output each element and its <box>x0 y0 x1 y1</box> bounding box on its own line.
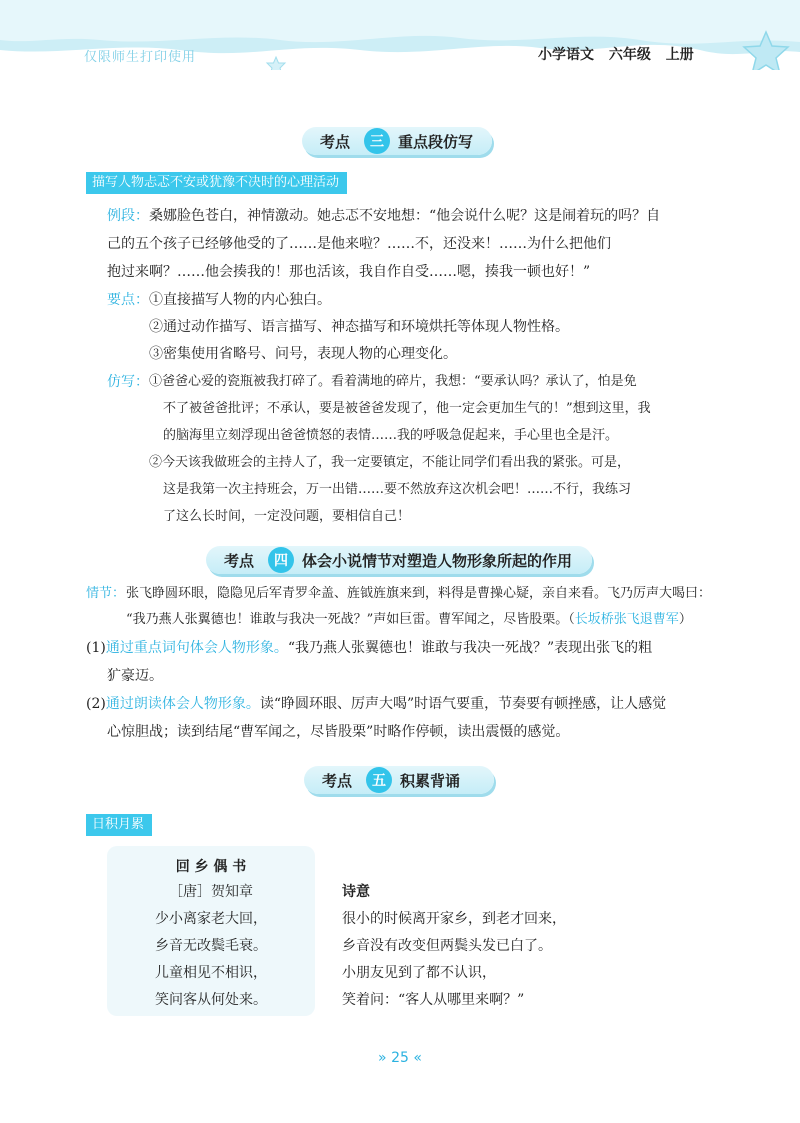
section-4-heading <box>206 546 592 574</box>
accumulation-bar: 日积月累 <box>86 814 152 836</box>
meaning-line-1: 很小的时候离开家乡，到老才回来， <box>342 911 566 927</box>
point-2: ②通过动作描写、语言描写、神态描写和环境烘托等体现人物性格。 <box>149 319 569 335</box>
section-5-heading <box>304 766 494 794</box>
item-1-method: 通过重点词句体会人物形象。 <box>105 640 288 656</box>
page-number: » 25 « <box>378 1050 422 1066</box>
kaodian-label: 考点 <box>224 551 255 570</box>
section-title: 积累背诵 <box>400 771 461 790</box>
small-star-icon <box>267 57 285 70</box>
plot-source: 长坂桥张飞退曹军 <box>574 612 679 627</box>
header-print-note: 仅限师生打印使用 <box>84 50 197 65</box>
item-2-method: 通过朗读体会人物形象。 <box>105 696 260 712</box>
imitate-label: 仿写： <box>107 374 149 390</box>
poem-line-4: 笑问客从何处来。 <box>155 992 267 1008</box>
meaning-line-3: 小朋友见到了都不认识， <box>342 965 496 981</box>
plot-line-1: 张飞睁圆环眼，隐隐见后军青罗伞盖、旌钺旌旗来到，料得是曹操心疑，亲自来看。飞乃厉声大喝曰： <box>126 586 712 601</box>
item-2-line-2: 心惊胆战；读到结尾“曹军闻之，尽皆股栗”时略作停顿，读出震慑的感觉。 <box>107 724 570 740</box>
right-arrow-icon: « <box>413 1050 422 1066</box>
imitate-line-2: 不了被爸爸批评；不承认，要是被爸爸发现了，他一定会更加生气的！”想到这里，我 <box>163 401 651 416</box>
meaning-line-4: 笑着问：“客人从哪里来啊？” <box>342 992 525 1008</box>
poem-title: 回 乡 偶 书 <box>175 859 247 875</box>
poem-line-1: 少小离家老大回， <box>155 911 267 927</box>
section-3-heading <box>302 127 492 155</box>
imitate-line-5: 这是我第一次主持班会，万一出错……要不然放弃这次机会吧！……不行，我练习 <box>163 482 632 497</box>
section-number: 四 <box>268 547 294 573</box>
item-1: (1)通过重点词句体会人物形象。“我乃燕人张翼德也！谁敢与我决一死战？”表现出张飞的粗 <box>86 640 653 656</box>
example-line-1: 桑娜脸色苍白，神情激动。她忐忑不安地想：“他会说什么呢？这是闹着玩的吗？自 <box>149 208 661 224</box>
meaning-title: 诗意 <box>342 884 370 900</box>
item-2: (2)通过朗读体会人物形象。读“睁圆环眼、厉声大喝”时语气要重，节奏要有顿挫感，让人感觉 <box>86 696 667 712</box>
plot-label: 情节： <box>86 586 126 601</box>
section-number: 三 <box>364 128 390 154</box>
poem-line-2: 乡音无改鬓毛衰。 <box>155 938 267 954</box>
section-number: 五 <box>366 767 392 793</box>
poem-line-3: 儿童相见不相识， <box>155 965 267 981</box>
item-1-line-2: 犷豪迈。 <box>107 668 163 684</box>
example-line-3: 抱过来啊？……他会揍我的！那也活该，我自作自受……嗯，揍我一顿也好！” <box>107 264 591 280</box>
point-3: ③密集使用省略号、问号，表现人物的心理变化。 <box>149 346 457 362</box>
section-title: 重点段仿写 <box>398 132 474 151</box>
header-course-info: 小学语文 六年级 上册 <box>538 47 694 63</box>
imitate-line-6: 了这么长时间，一定没问题，要相信自己！ <box>163 509 411 524</box>
section-title: 体会小说情节对塑造人物形象所起的作用 <box>302 551 573 570</box>
topic-bar: 描写人物忐忑不安或犹豫不决时的心理活动 <box>86 172 347 194</box>
poem-author: ［唐］贺知章 <box>169 884 253 900</box>
points-label: 要点： <box>107 292 149 308</box>
point-1: ①直接描写人物的内心独白。 <box>149 292 331 308</box>
meaning-line-2: 乡音没有改变但两鬓头发已白了。 <box>342 938 552 954</box>
example-line-2: 己的五个孩子已经够他受的了……是他来啦？……不，还没来！……为什么把他们 <box>107 236 611 252</box>
imitate-line-4: ②今天该我做班会的主持人了，我一定要镇定，不能让同学们看出我的紧张。可是， <box>149 455 631 470</box>
kaodian-label: 考点 <box>322 771 353 790</box>
plot-line-2: “我乃燕人张翼德也！谁敢与我决一死战？”声如巨雷。曹军闻之，尽皆股栗。（长坂桥张飞退曹军） <box>126 612 692 627</box>
imitate-line-3: 的脑海里立刻浮现出爸爸愤怒的表情……我的呼吸急促起来，手心里也全是汗。 <box>163 428 619 443</box>
imitate-line-1: ①爸爸心爱的瓷瓶被我打碎了。看着满地的碎片，我想：“要承认吗？承认了，怕是免 <box>149 374 637 389</box>
example-label: 例段： <box>107 208 149 224</box>
kaodian-label: 考点 <box>320 132 351 151</box>
left-arrow-icon: » <box>378 1050 387 1066</box>
